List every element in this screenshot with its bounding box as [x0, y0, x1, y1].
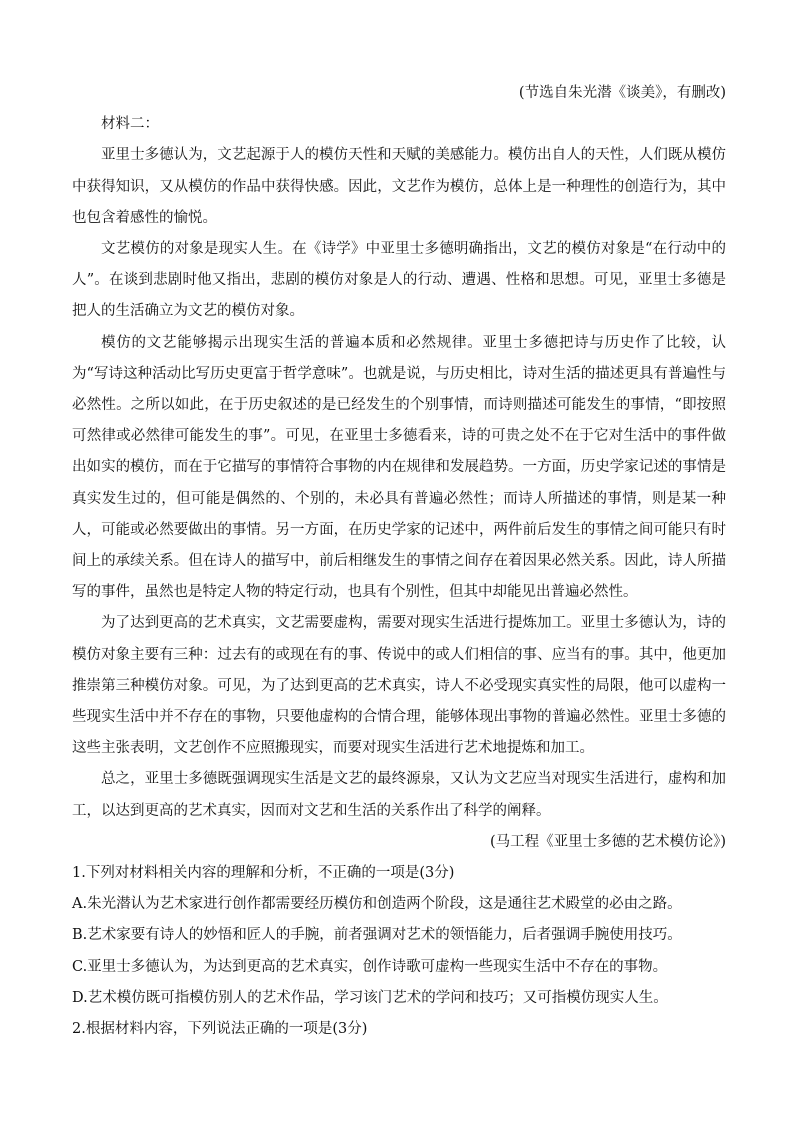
paragraph-3: 模仿的文艺能够揭示出现实生活的普遍本质和必然规律。亚里士多德把诗与历史作了比较，认为“写诗这种活动比写历史更富于哲学意味”。也就是说，与历史相比，诗对生活的描述更具有普遍性与必然性。之所以如此，在于历史叙述的是已经发生的个别事情，而诗则描述可能发生的事情，“即按照可然律或必然律可能发生的事”。可见，在亚里士多德看来，诗的可贵之处不在于它对生活中的事件做出如实的模仿，而在于它描写的事情符合事物的内在规律和发展趋势。一方面，历史学家记述的事情是真实发生过的，但可能是偶然的、个别的，未必具有普遍必然性；而诗人所描述的事情，则是某一种人，可能或必然要做出的事情。另一方面，在历史学家的记述中，两件前后发生的事情之间可能只有时间上的承续关系。但在诗人的描写中，前后相继发生的事情之间存在着因果必然关系。因此，诗人所描写的事件，虽然也是特定人物的特定行动，也具有个别性，但其中却能见出普遍必然性。: [72, 334, 726, 601]
question-1-option-b: B.艺术家要有诗人的妙悟和匠人的手腕，前者强调对艺术的领悟能力，后者强调手腕使用技巧。: [72, 927, 682, 944]
paragraph-4: 为了达到更高的艺术真实，文艺需要虚构，需要对现实生活进行提炼加工。亚里士多德认为，诗的模仿对象主要有三种：过去有的或现在有的事、传说中的或人们相信的事、应当有的事。其中，他更加推崇第三种模仿对象。可见，为了达到更高的艺术真实，诗人不必受现实真实性的局限，他可以虚构一些现实生活中并不存在的事物，只要他虚构的合情合理，能够体现出事物的普遍必然性。亚里士多德的这些主张表明，文艺创作不应照搬现实，而要对现实生活进行艺术地提炼和加工。: [72, 615, 726, 757]
question-2: [72, 1014, 726, 1045]
paragraph-2: 文艺模仿的对象是现实人生。在《诗学》中亚里士多德明确指出，文艺的模仿对象是“在行动中的人”。在谈到悲剧时他又指出，悲剧的模仿对象是人的行动、遭遇、性格和思想。可见，亚里士多德是把人的生活确立为文艺的模仿对象。: [72, 241, 726, 320]
material-heading: 材料二：: [101, 116, 159, 133]
paragraph-1: 亚里士多德认为，文艺起源于人的模仿天性和天赋的美感能力。模仿出自人的天性，人们既从模仿中获得知识，又从模仿的作品中获得快感。因此，文艺作为模仿，总体上是一种理性的创造行为，其中也包含着感性的愉悦。: [72, 147, 726, 226]
question-1-option-c: C.亚里士多德认为，为达到更高的艺术真实，创作诗歌可虚构一些现实生活中不存在的事物。: [72, 958, 668, 975]
source-citation-top: (节选自朱光潜《谈美》，有删改): [518, 85, 726, 101]
paragraph-5: 总之，亚里士多德既强调现实生活是文艺的最终源泉，又认为文艺应当对现实生活进行，虚构和加工，以达到更高的艺术真实，因而对文艺和生活的关系作出了科学的阐释。: [72, 771, 726, 819]
source-citation-bottom: (马工程《亚里士多德的艺术模仿论》): [489, 833, 726, 850]
question-1-option-d: D.艺术模仿既可指模仿别人的艺术作品，学习该门艺术的学问和技巧；又可指模仿现实人生。: [72, 989, 668, 1006]
question-1-option-a: A.朱光潜认为艺术家进行创作都需要经历模仿和创造两个阶段，这是通往艺术殿堂的必由之路。: [72, 896, 682, 913]
document-page: [72, 78, 726, 1045]
question-1: [72, 858, 726, 1014]
question-1-stem: 1.下列对材料相关内容的理解和分析，不正确的一项是(3分): [72, 865, 455, 882]
question-2-stem: 2.根据材料内容，下列说法正确的一项是(3分): [72, 1021, 368, 1038]
